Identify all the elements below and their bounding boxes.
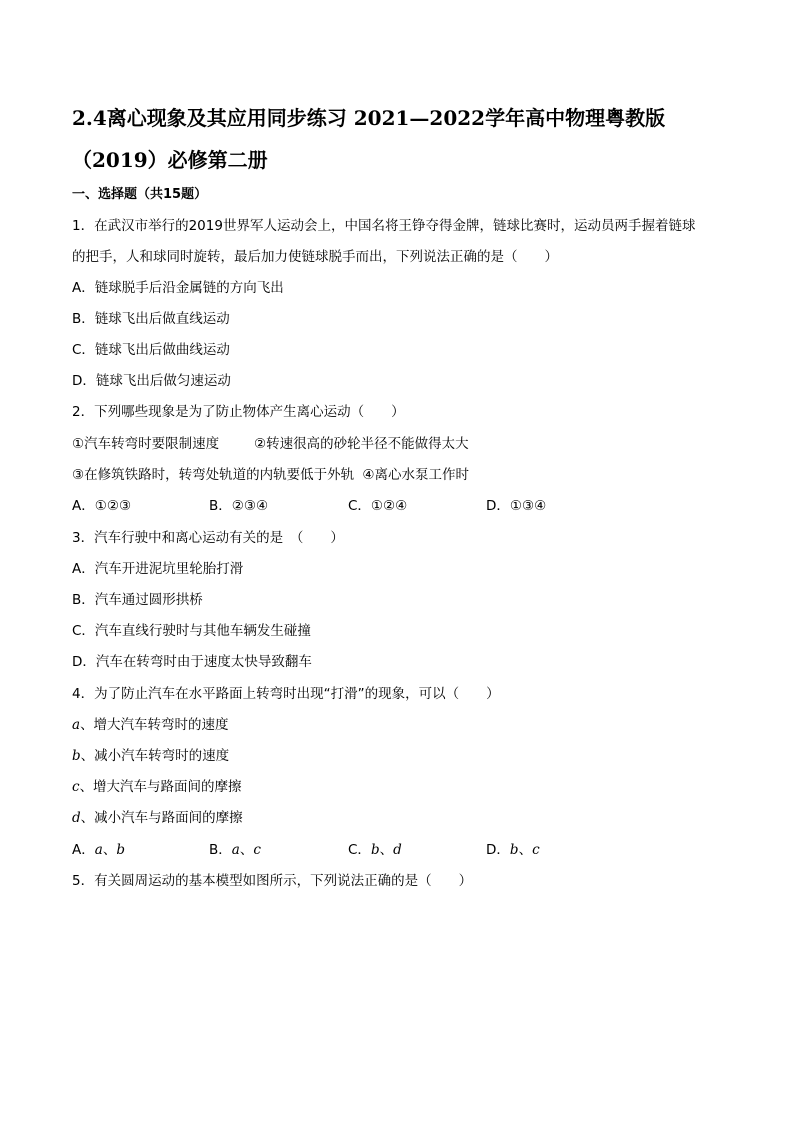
q4-item-a: a、增大汽车转弯时的速度 (72, 717, 229, 733)
q3-stem-line-1: 3．汽车行驶中和离心运动有关的是 （ ） (72, 530, 344, 546)
q1-option-d: D．链球飞出后做匀速运动 (72, 373, 231, 389)
q4-options-row (72, 840, 732, 860)
q2-items-row-1 (72, 434, 732, 454)
q1-stem-line-1: 1．在武汉市举行的2019世界军人运动会上，中国名将王铮夺得金牌，链球比赛时，运动员两手握着链球 (72, 218, 696, 234)
q4-option-d: D．b、c (486, 842, 540, 858)
q5-stem-line-1: 5．有关圆周运动的基本模型如图所示，下列说法正确的是（ ） (72, 873, 473, 889)
q4-option-b: B．a、c (209, 842, 261, 858)
q2-item-3: ③在修筑铁路时，转弯处轨道的内轨要低于外轨 (72, 467, 355, 483)
q4-option-a: A．a、b (72, 842, 125, 858)
q4-stem-line-1: 4．为了防止汽车在水平路面上转弯时出现“打滑”的现象，可以（ ） (72, 686, 500, 702)
q2-option-d: D．①③④ (486, 498, 547, 514)
q2-options-row (72, 496, 732, 516)
q4-option-c: C．b、d (348, 842, 402, 858)
q3-option-b: B．汽车通过圆形拱桥 (72, 592, 203, 608)
q2-items-row-2 (72, 465, 732, 485)
q4-item-d: d、减小汽车与路面间的摩擦 (72, 810, 243, 826)
q2-item-2: ②转速很高的砂轮半径不能做得太大 (254, 436, 469, 452)
q2-item-4: ④离心水泵工作时 (362, 467, 470, 483)
q2-option-b: B．②③④ (209, 498, 269, 514)
q3-option-d: D．汽车在转弯时由于速度太快导致翻车 (72, 654, 312, 670)
q1-option-b: B．链球飞出后做直线运动 (72, 311, 230, 327)
q1-option-a: A．链球脱手后沿金属链的方向飞出 (72, 280, 284, 296)
q3-option-a: A．汽车开进泥坑里轮胎打滑 (72, 561, 244, 577)
q2-option-c: C．①②④ (348, 498, 408, 514)
q1-option-c: C．链球飞出后做曲线运动 (72, 342, 230, 358)
q2-stem-line-1: 2．下列哪些现象是为了防止物体产生离心运动（ ） (72, 404, 405, 420)
section-heading: 一、选择题（共15题） (72, 187, 208, 202)
q2-item-1: ①汽车转弯时要限制速度 (72, 436, 220, 452)
q4-item-c: c、增大汽车与路面间的摩擦 (72, 779, 242, 795)
q4-item-b: b、减小汽车转弯时的速度 (72, 748, 230, 764)
q1-stem-line-2: 的把手，人和球同时旋转，最后加力使链球脱手而出，下列说法正确的是（ ） (72, 249, 558, 265)
document-title-line-1: 2.4离心现象及其应用同步练习 2021—2022学年高中物理粤教版 (72, 106, 666, 130)
q2-option-a: A．①②③ (72, 498, 132, 514)
q3-option-c: C．汽车直线行驶时与其他车辆发生碰撞 (72, 623, 311, 639)
document-title-line-2: （2019）必修第二册 (72, 148, 268, 172)
